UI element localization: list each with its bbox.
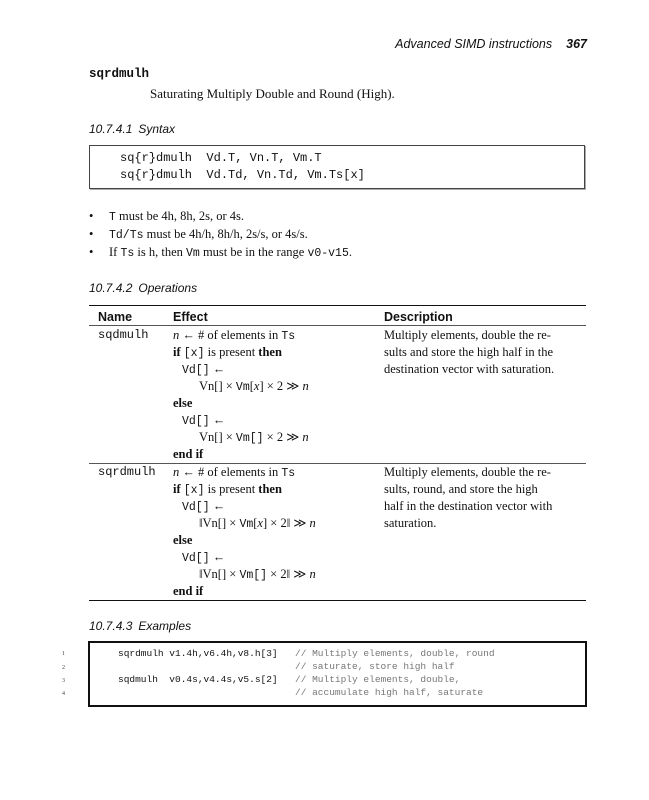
operations-section-title: Operations [138, 281, 198, 295]
code-comment: // saturate, store high half [295, 661, 455, 672]
note-item [89, 207, 589, 225]
note-code: v0-v15 [307, 247, 349, 260]
code-comment: // Multiply elements, double, round [295, 648, 495, 659]
line-number: 3 [62, 678, 65, 684]
syntax-notes [89, 207, 589, 261]
line-number: 4 [62, 691, 65, 697]
column-header-effect: Effect [173, 310, 208, 324]
code-line: sqrdmulh v1.4h,v6.4h,v8.h[3] [118, 648, 278, 659]
examples-heading [89, 619, 191, 633]
note-text: is h, then [134, 245, 186, 259]
operations-section-number: 10.7.4.2 [89, 281, 133, 295]
column-header-name: Name [98, 310, 133, 324]
syntax-section-number: 10.7.4.1 [89, 122, 133, 136]
line-number: 1 [62, 651, 65, 657]
instruction-description: Saturating Multiply Double and Round (High). [150, 86, 395, 101]
syntax-box [89, 145, 585, 189]
note-code: T [109, 211, 116, 224]
examples-box [88, 641, 587, 707]
examples-section-number: 10.7.4.3 [89, 619, 133, 633]
column-header-description: Description [384, 310, 453, 324]
syntax-line: sq{r}dmulh Vd.T, Vn.T, Vm.T [120, 151, 322, 165]
syntax-section-title: Syntax [138, 122, 176, 136]
syntax-line: sq{r}dmulh Vd.Td, Vn.Td, Vm.Ts[x] [120, 168, 365, 182]
code-comment: // Multiply elements, double, [295, 674, 461, 685]
table-rule [89, 600, 586, 601]
note-text: must be 4h, 8h, 2s, or 4s. [115, 209, 245, 223]
operations-heading [89, 281, 197, 295]
op-name: sqdmulh [98, 328, 149, 342]
bullet-icon: • [89, 209, 94, 223]
instruction-name: sqrdmulh [89, 67, 150, 81]
bullet-icon: • [89, 245, 94, 259]
op-name: sqrdmulh [98, 465, 156, 479]
note-code: Vm [186, 247, 200, 260]
header-title: Advanced SIMD instructions [395, 37, 553, 51]
code-line: sqdmulh v0.4s,v4.4s,v5.s[2] [118, 674, 278, 685]
note-item [89, 225, 589, 243]
syntax-heading [89, 122, 175, 136]
page-number: 367 [566, 37, 587, 51]
code-comment: // accumulate high half, saturate [295, 687, 484, 698]
note-item [89, 243, 589, 261]
table-rule [89, 325, 586, 326]
note-text: must be in the range [199, 245, 308, 259]
note-text: If [109, 245, 121, 259]
note-code: Ts [120, 247, 135, 260]
note-text: must be 4h/h, 8h/h, 2s/s, or 4s/s. [143, 227, 308, 241]
examples-section-title: Examples [138, 619, 192, 633]
table-rule [89, 305, 586, 306]
note-text: . [348, 245, 352, 259]
bullet-icon: • [89, 227, 94, 241]
running-header [395, 37, 587, 51]
note-code: Td/Ts [109, 229, 144, 242]
line-number: 2 [62, 665, 65, 671]
